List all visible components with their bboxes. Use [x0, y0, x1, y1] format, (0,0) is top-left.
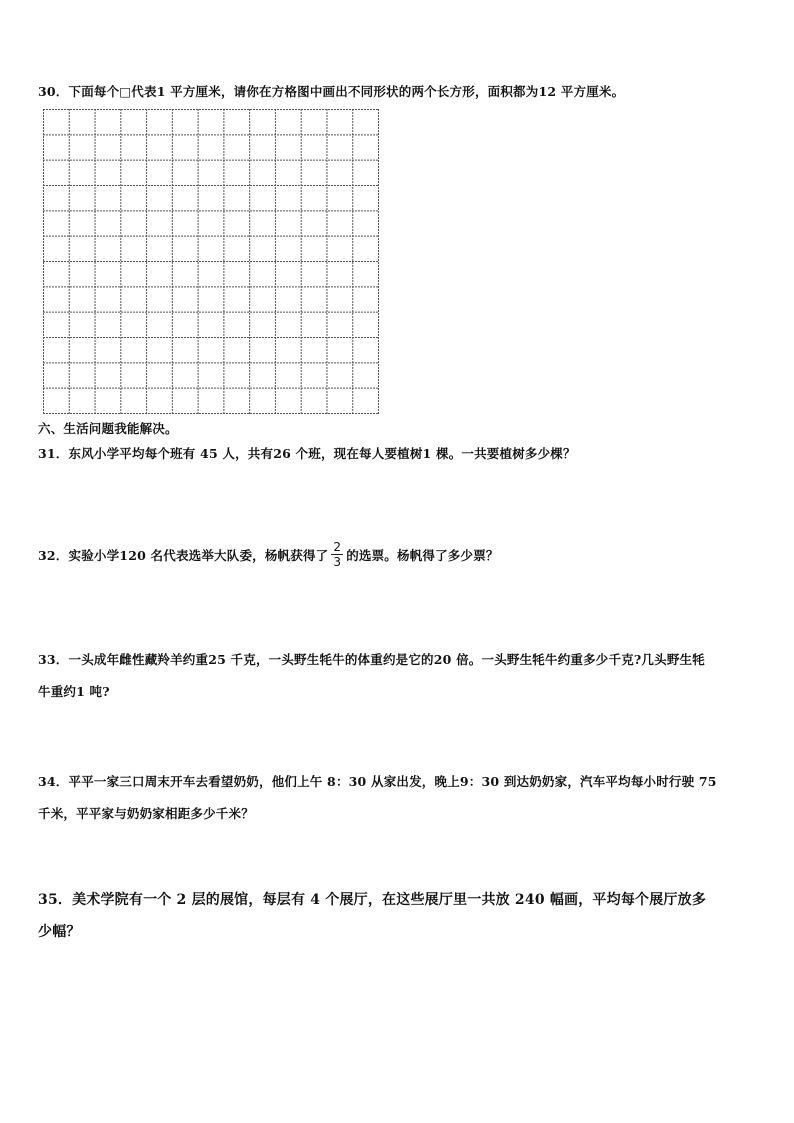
- fraction: [331, 540, 343, 569]
- question-34-line-2: 千米，平平家与奶奶家相距多少千米？: [38, 806, 254, 821]
- question-32: [38, 542, 758, 571]
- question-32-text-after: 的选票。杨帆得了多少票？: [346, 548, 499, 563]
- section-6-heading: [38, 419, 178, 439]
- question-30: [38, 82, 758, 102]
- section-6-heading-text: 六、生活问题我能解决。: [38, 421, 178, 436]
- question-31-text: 31．东风小学平均每个班有 45 人，共有26 个班，现在每人要植树1 棵。一共要植树多少棵？: [38, 446, 576, 461]
- question-32-text-before: 32．实验小学120 名代表选举大队委，杨帆获得了: [38, 548, 329, 563]
- question-33-line-1: 33．一头成年雌性藏羚羊约重25 千克，一头野生牦牛的体重约是它的20 倍。一头野生牦牛约重多少千克?几头野生牦: [38, 652, 705, 667]
- square-grid[interactable]: [43, 109, 379, 414]
- question-34-line-1: 34．平平一家三口周末开车去看望奶奶，他们上午 8：30 从家出发，晚上9：30 到达奶奶家，汽车平均每小时行驶 75: [38, 774, 717, 789]
- question-35: [38, 884, 758, 948]
- question-35-line-1: 35．美术学院有一个 2 层的展馆，每层有 4 个展厅，在这些展厅里一共放 240 幅画，平均每个展厅放多: [38, 892, 707, 908]
- fraction-numerator: 2: [333, 540, 342, 554]
- fraction-denominator: 3: [333, 555, 342, 569]
- question-34: [38, 766, 758, 830]
- question-30-text: 30．下面每个□代表1 平方厘米，请你在方格图中画出不同形状的两个长方形，面积都为12 平方厘米。: [38, 84, 625, 99]
- question-33: [38, 644, 758, 708]
- question-33-line-2: 牛重约1 吨?: [38, 684, 110, 699]
- question-31: [38, 444, 758, 464]
- grid-svg[interactable]: [43, 109, 379, 414]
- question-35-line-2: 少幅？: [38, 924, 81, 940]
